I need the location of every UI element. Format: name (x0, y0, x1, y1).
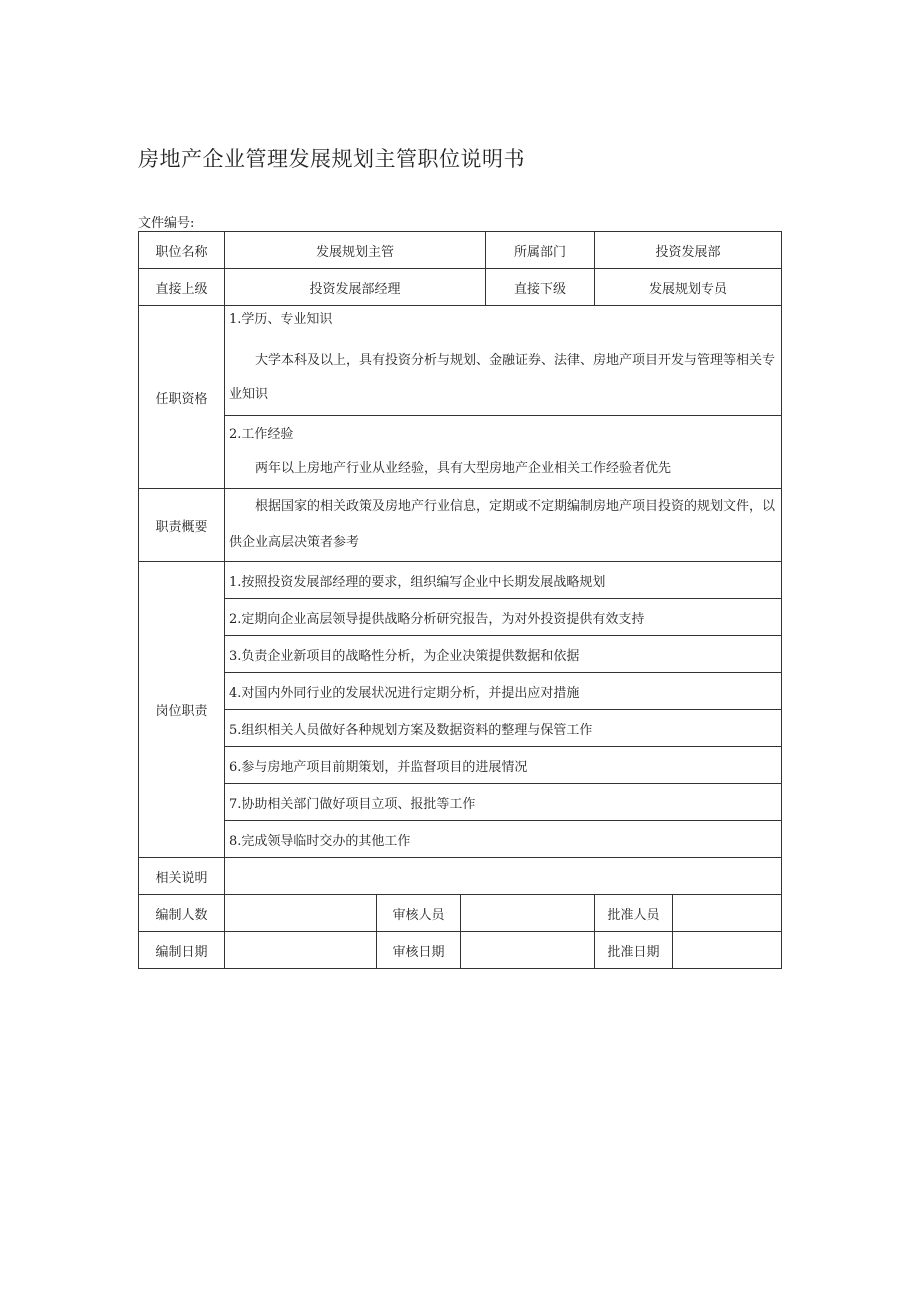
duty-item: 4.对国内外同行业的发展状况进行定期分析，并提出应对措施 (225, 673, 782, 710)
education-text: 大学本科及以上，具有投资分析与规划、金融证券、法律、房地产项目开发与管理等相关专业知识 (229, 352, 776, 402)
summary-text: 根据国家的相关政策及房地产行业信息，定期或不定期编制房地产项目投资的规划文件，以供企业高层决策者参考 (229, 499, 776, 550)
duty-item: 2.定期向企业高层领导提供战略分析研究报告，为对外投资提供有效支持 (225, 599, 782, 636)
duty-row (139, 636, 782, 673)
document-title: 房地产企业管理发展规划主管职位说明书 (138, 147, 525, 171)
experience-text: 两年以上房地产行业从业经验，具有大型房地产企业相关工作经验者优先 (255, 461, 672, 476)
duty-row (139, 562, 782, 599)
reviewed-by-label: 审核人员 (377, 895, 461, 932)
duty-item: 5.组织相关人员做好各种规划方案及数据资料的整理与保管工作 (225, 710, 782, 747)
qualifications-label: 任职资格 (139, 306, 225, 489)
summary-cell (225, 489, 782, 562)
subordinate-label: 直接下级 (486, 269, 595, 306)
file-number-label: 文件编号: (138, 216, 195, 231)
signoff-date-row (139, 932, 782, 969)
duty-row (139, 784, 782, 821)
subordinate-value: 发展规划专员 (595, 269, 782, 306)
experience-heading: 2.工作经验 (229, 427, 294, 442)
prepared-date-label: 编制日期 (139, 932, 225, 969)
qualification-education-row (139, 306, 782, 416)
approved-date-label: 批准日期 (595, 932, 673, 969)
approved-by-label: 批准人员 (595, 895, 673, 932)
prepared-date-value[interactable] (225, 932, 377, 969)
reporting-row (139, 269, 782, 306)
signoff-people-row (139, 895, 782, 932)
prepared-by-value[interactable] (225, 895, 377, 932)
approved-by-value[interactable] (673, 895, 782, 932)
superior-value: 投资发展部经理 (225, 269, 486, 306)
reviewed-date-label: 审核日期 (377, 932, 461, 969)
position-row (139, 232, 782, 269)
duty-item: 8.完成领导临时交办的其他工作 (225, 821, 782, 858)
duty-row (139, 747, 782, 784)
approved-date-value[interactable] (673, 932, 782, 969)
education-heading: 1.学历、专业知识 (229, 311, 333, 327)
duties-label: 岗位职责 (139, 562, 225, 858)
reviewed-by-value[interactable] (461, 895, 595, 932)
reviewed-date-value[interactable] (461, 932, 595, 969)
duty-item: 7.协助相关部门做好项目立项、报批等工作 (225, 784, 782, 821)
prepared-by-label: 编制人数 (139, 895, 225, 932)
qualification-experience-row (139, 416, 782, 489)
experience-cell (225, 416, 782, 489)
duty-item: 6.参与房地产项目前期策划，并监督项目的进展情况 (225, 747, 782, 784)
duty-row (139, 599, 782, 636)
department-label: 所属部门 (486, 232, 595, 269)
notes-value[interactable] (225, 858, 782, 895)
duty-row (139, 821, 782, 858)
superior-label: 直接上级 (139, 269, 225, 306)
education-cell (225, 306, 782, 416)
summary-label: 职责概要 (139, 489, 225, 562)
duty-row (139, 710, 782, 747)
notes-label: 相关说明 (139, 858, 225, 895)
job-description-table (138, 231, 782, 969)
position-name-label: 职位名称 (139, 232, 225, 269)
notes-row (139, 858, 782, 895)
position-name-value: 发展规划主管 (225, 232, 486, 269)
duty-row (139, 673, 782, 710)
duty-item: 1.按照投资发展部经理的要求，组织编写企业中长期发展战略规划 (225, 562, 782, 599)
department-value: 投资发展部 (595, 232, 782, 269)
summary-row (139, 489, 782, 562)
duty-item: 3.负责企业新项目的战略性分析，为企业决策提供数据和依据 (225, 636, 782, 673)
